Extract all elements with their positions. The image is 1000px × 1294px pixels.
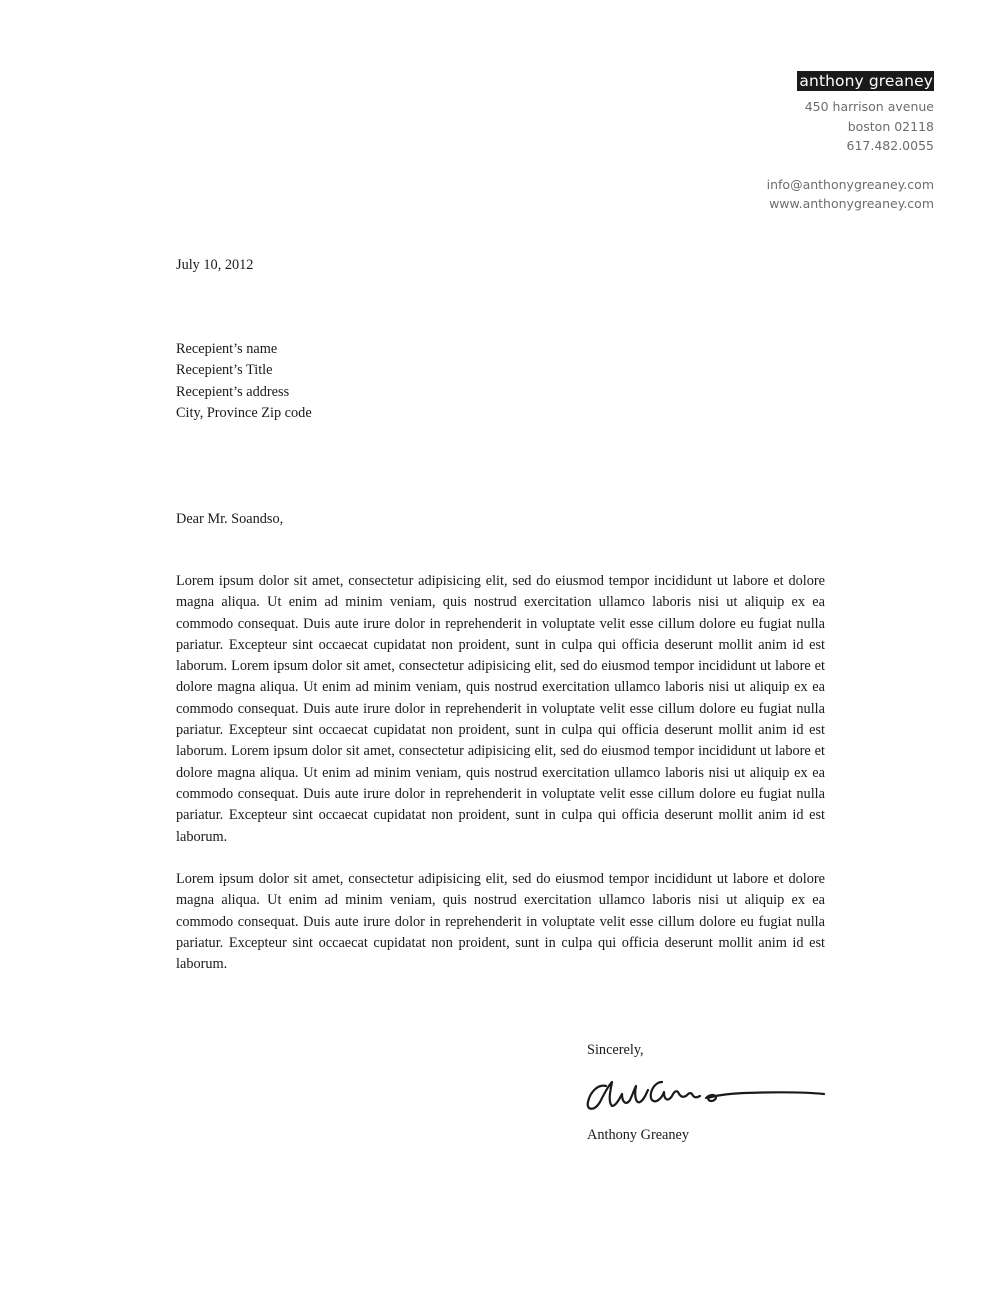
letterhead-email: info@anthonygreaney.com (766, 176, 934, 192)
letterhead-name: anthony greaney (799, 72, 933, 90)
recipient-city: City, Province Zip code (176, 404, 312, 421)
letterhead-city: boston 02118 (847, 118, 934, 134)
letterhead-spacer (767, 156, 934, 175)
letterhead-phone: 617.482.0055 (846, 138, 934, 154)
salutation: Dear Mr. Soandso, (176, 511, 284, 527)
closing: Sincerely, (587, 1042, 644, 1058)
recipient-address: Recepient’s address (176, 383, 290, 400)
body-paragraph: Lorem ipsum dolor sit amet, consectetur adipisicing elit, sed do eiusmod tempor incididunt ut labore et dolore magna aliqua. Ut enim ad minim veniam, quis nostrud exercitation ullamco laboris nisi ut aliquip ex ea commodo consequat. Duis aute irure dolor in reprehenderit in voluptate velit esse cillum dolore eu fugiat nulla pariatur. Excepteur sint occaecat cupidatat non proident, sunt in culpa qui officia deserunt mollit anim id est laborum. (176, 871, 825, 973)
letter-date: July 10, 2012 (176, 257, 254, 273)
recipient-name: Recepient’s name (176, 341, 278, 357)
letterhead-street: 450 harrison avenue (804, 99, 934, 114)
signer-name: Anthony Greaney (587, 1127, 690, 1143)
recipient-title: Recepient’s Title (176, 362, 273, 379)
letterhead (767, 71, 934, 214)
recipient-block (176, 339, 312, 424)
handwritten-signature (584, 1072, 830, 1116)
letter-body (176, 571, 825, 997)
letterhead-website: www.anthonygreaney.com (769, 196, 934, 212)
body-paragraph: Lorem ipsum dolor sit amet, consectetur adipisicing elit, sed do eiusmod tempor incididunt ut labore et dolore magna aliqua. Ut enim ad minim veniam, quis nostrud exercitation ullamco laboris nisi ut aliquip ex ea commodo consequat. Duis aute irure dolor in reprehenderit in voluptate velit esse cillum dolore eu fugiat nulla pariatur. Excepteur sint occaecat cupidatat non proident, sunt in culpa qui officia deserunt mollit anim id est laborum. Lorem ipsum dolor sit amet, consectetur adipisicing elit, sed do eiusmod tempor incididunt ut labore et dolore magna aliqua. Ut enim ad minim veniam, quis nostrud exercitation ullamco laboris nisi ut aliquip ex ea commodo consequat. Duis aute irure dolor in reprehenderit in voluptate velit esse cillum dolore eu fugiat nulla pariatur. Excepteur sint occaecat cupidatat non proident, sunt in culpa qui officia deserunt mollit anim id est laborum. Lorem ipsum dolor sit amet, consectetur adipisicing elit, sed do eiusmod tempor incididunt ut labore et dolore magna aliqua. Ut enim ad minim veniam, quis nostrud exercitation ullamco laboris nisi ut aliquip ex ea commodo consequat. Duis aute irure dolor in reprehenderit in voluptate velit esse cillum dolore eu fugiat nulla pariatur. Excepteur sint occaecat cupidatat non proident, sunt in culpa qui officia deserunt mollit anim id est laborum. (176, 573, 825, 845)
